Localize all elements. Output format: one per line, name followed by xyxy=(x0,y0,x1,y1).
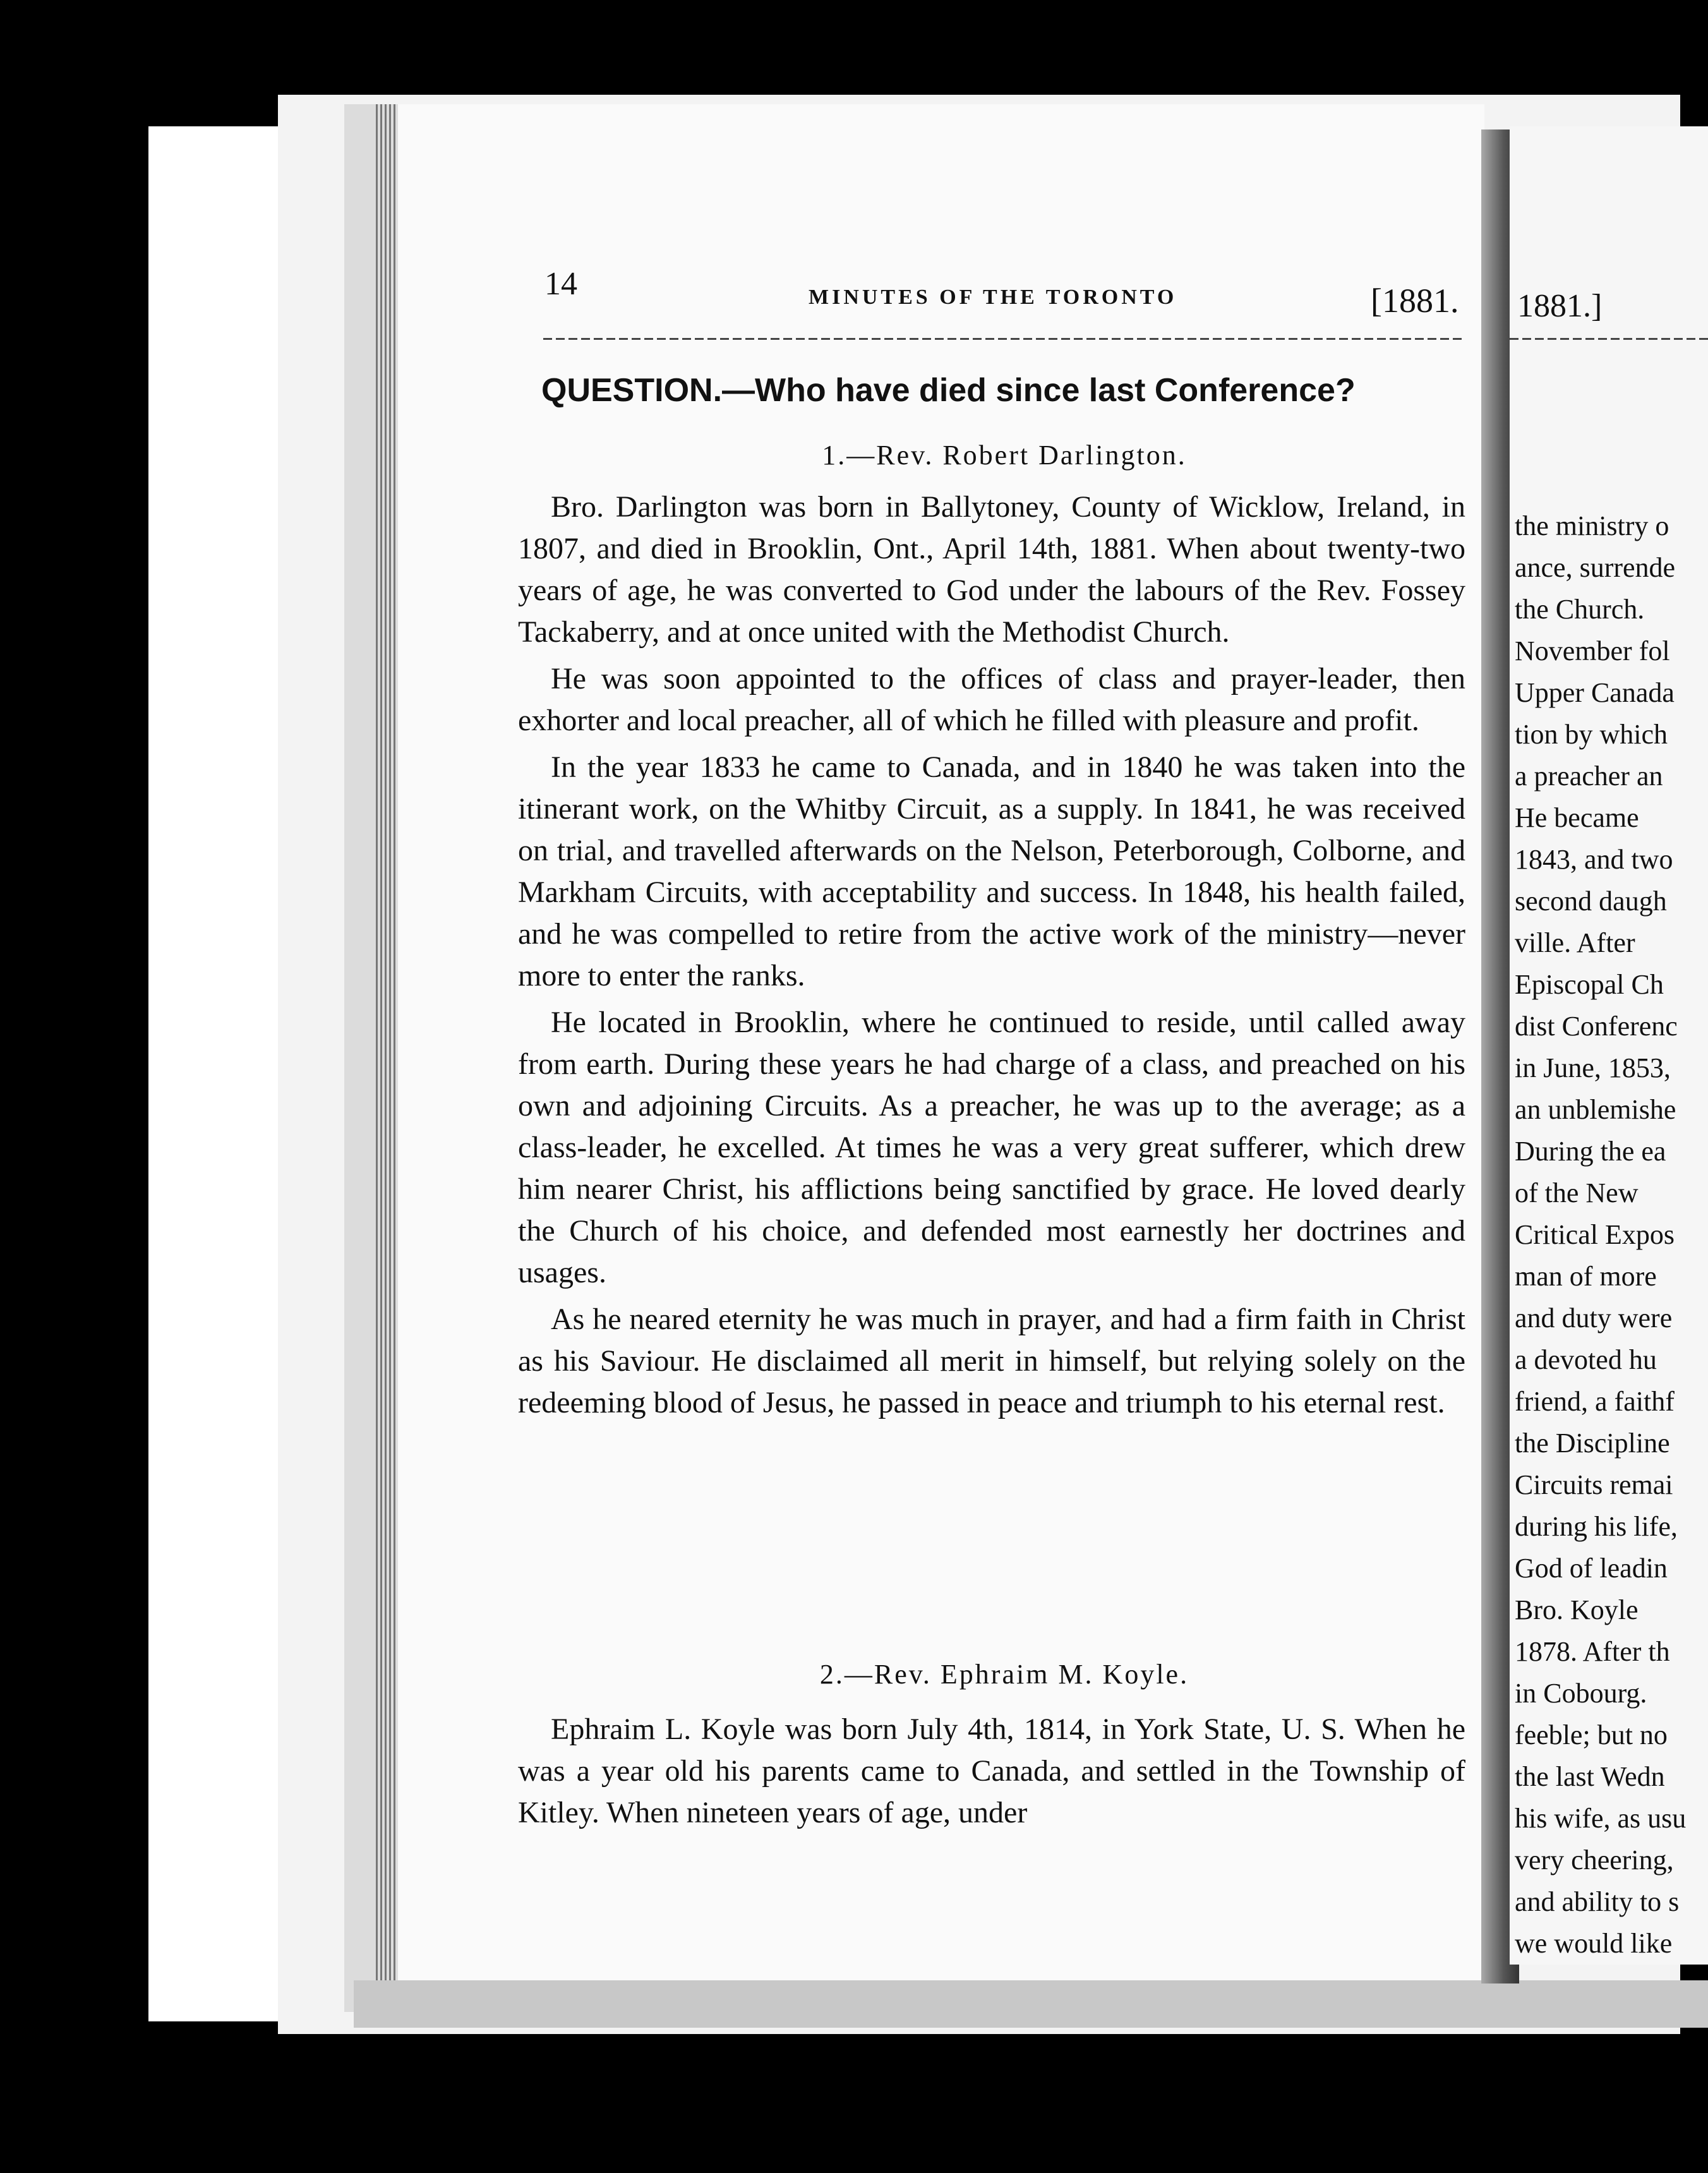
text-line: and ability to s xyxy=(1515,1886,1680,1917)
text-line: November fol xyxy=(1515,635,1670,666)
section-body-darlington xyxy=(518,486,1465,1429)
page-bottom-edge xyxy=(354,1980,1708,2028)
right-page-text xyxy=(1515,505,1708,1965)
text-line: we would like xyxy=(1515,1928,1673,1959)
text-line: Critical Expos xyxy=(1515,1219,1675,1250)
paragraph: Bro. Darlington was born in Ballytoney, County of Wicklow, Ireland, in 1807, and died in Brooklin, Ont., April 14th, 1881. When about twenty-two years of age, he was converted to God under the labours of the Rev. Fossey Tackaberry, and at once united with the Methodist Church. xyxy=(518,490,1465,649)
running-year-right: 1881.] xyxy=(1517,288,1603,324)
text-line: the Discipline xyxy=(1515,1428,1670,1459)
text-line: an unblemishe xyxy=(1515,1094,1676,1125)
text-line: very cheering, xyxy=(1515,1845,1674,1875)
running-head: MINUTES OF THE TORONTO xyxy=(809,286,1177,309)
paragraph: He was soon appointed to the offices of class and prayer-leader, then exhorter and local preacher, all of which he filled with pleasure and profit. xyxy=(518,662,1465,737)
paragraph: He located in Brooklin, where he continued to reside, until called away from earth. During these years he had charge of a class, and preached on his own and adjoining Circuits. As a preacher, he was up to the average; as a class-leader, he excelled. At times he was a very great sufferer, which drew him nearer Christ, his afflictions being sanctified by grace. He loved dearly the Church of his choice, and defended most earnestly her doctrines and usages. xyxy=(518,1006,1465,1289)
text-line: ville. After xyxy=(1515,927,1635,958)
paragraph: Ephraim L. Koyle was born July 4th, 1814, in York State, U. S. When he was a year old his parents came to Canada, and settled in the Township of Kitley. When nineteen years of age, under xyxy=(518,1713,1465,1829)
text-line: 1878. After th xyxy=(1515,1636,1670,1667)
text-line: 1843, and two xyxy=(1515,844,1673,875)
text-line: a preacher an xyxy=(1515,761,1663,792)
right-page xyxy=(1510,126,1708,1965)
text-line: During the ea xyxy=(1515,1136,1666,1167)
text-line: friend, a faithf xyxy=(1515,1386,1675,1417)
text-line: the last Wedn xyxy=(1515,1761,1665,1792)
text-line: a devoted hu xyxy=(1515,1344,1657,1375)
page-stack-edge xyxy=(344,104,376,2012)
text-line: ance, surrende xyxy=(1515,552,1676,583)
paragraph: As he neared eternity he was much in prayer, and had a firm faith in Christ as his Saviour. He disclaimed all merit in himself, but relying solely on the redeeming blood of Jesus, he passed in peace and triumph to his eternal rest. xyxy=(518,1303,1465,1419)
text-line: in Cobourg. xyxy=(1515,1678,1647,1709)
text-line: and duty were xyxy=(1515,1303,1673,1333)
text-line: his wife, as usu xyxy=(1515,1803,1687,1834)
page-stack-lines xyxy=(376,104,401,2012)
text-line: Bro. Koyle xyxy=(1515,1594,1639,1625)
text-line: tion by which xyxy=(1515,719,1668,750)
text-line: in June, 1853, xyxy=(1515,1052,1671,1083)
text-line: the ministry o xyxy=(1515,510,1669,541)
running-year-left: [1881. xyxy=(1371,282,1459,320)
question-heading: QUESTION.—Who have died since last Conference? xyxy=(541,372,1356,409)
section-heading-koyle: 2.—Rev. Ephraim M. Koyle. xyxy=(819,1659,1189,1690)
header-rule xyxy=(543,338,1465,340)
text-line: dist Conferenc xyxy=(1515,1011,1678,1042)
text-line: during his life, xyxy=(1515,1511,1678,1542)
page-number: 14 xyxy=(544,266,577,302)
section-body-koyle xyxy=(518,1709,1465,1839)
text-line: second daugh xyxy=(1515,886,1667,917)
text-line: feeble; but no xyxy=(1515,1719,1668,1750)
text-line: Upper Canada xyxy=(1515,677,1675,708)
header-rule-right xyxy=(1510,338,1708,340)
paragraph: In the year 1833 he came to Canada, and in 1840 he was taken into the itinerant work, on the Whitby Circuit, as a supply. In 1841, he was received on trial, and travelled afterwards on the Nelson, Peterborough, Colborne, and Markham Circuits, with acceptability and success. In 1848, his health failed, and he was compelled to retire from the active work of the ministry—never more to enter the ranks. xyxy=(518,750,1465,992)
text-line: Circuits remai xyxy=(1515,1469,1673,1500)
text-line: of the New xyxy=(1515,1177,1639,1208)
text-line: Episcopal Ch xyxy=(1515,969,1664,1000)
section-heading-darlington: 1.—Rev. Robert Darlington. xyxy=(822,440,1187,471)
text-line: the Church. xyxy=(1515,594,1645,625)
text-line: man of more xyxy=(1515,1261,1657,1292)
text-line: God of leadin xyxy=(1515,1553,1668,1584)
text-line: He became xyxy=(1515,802,1639,833)
